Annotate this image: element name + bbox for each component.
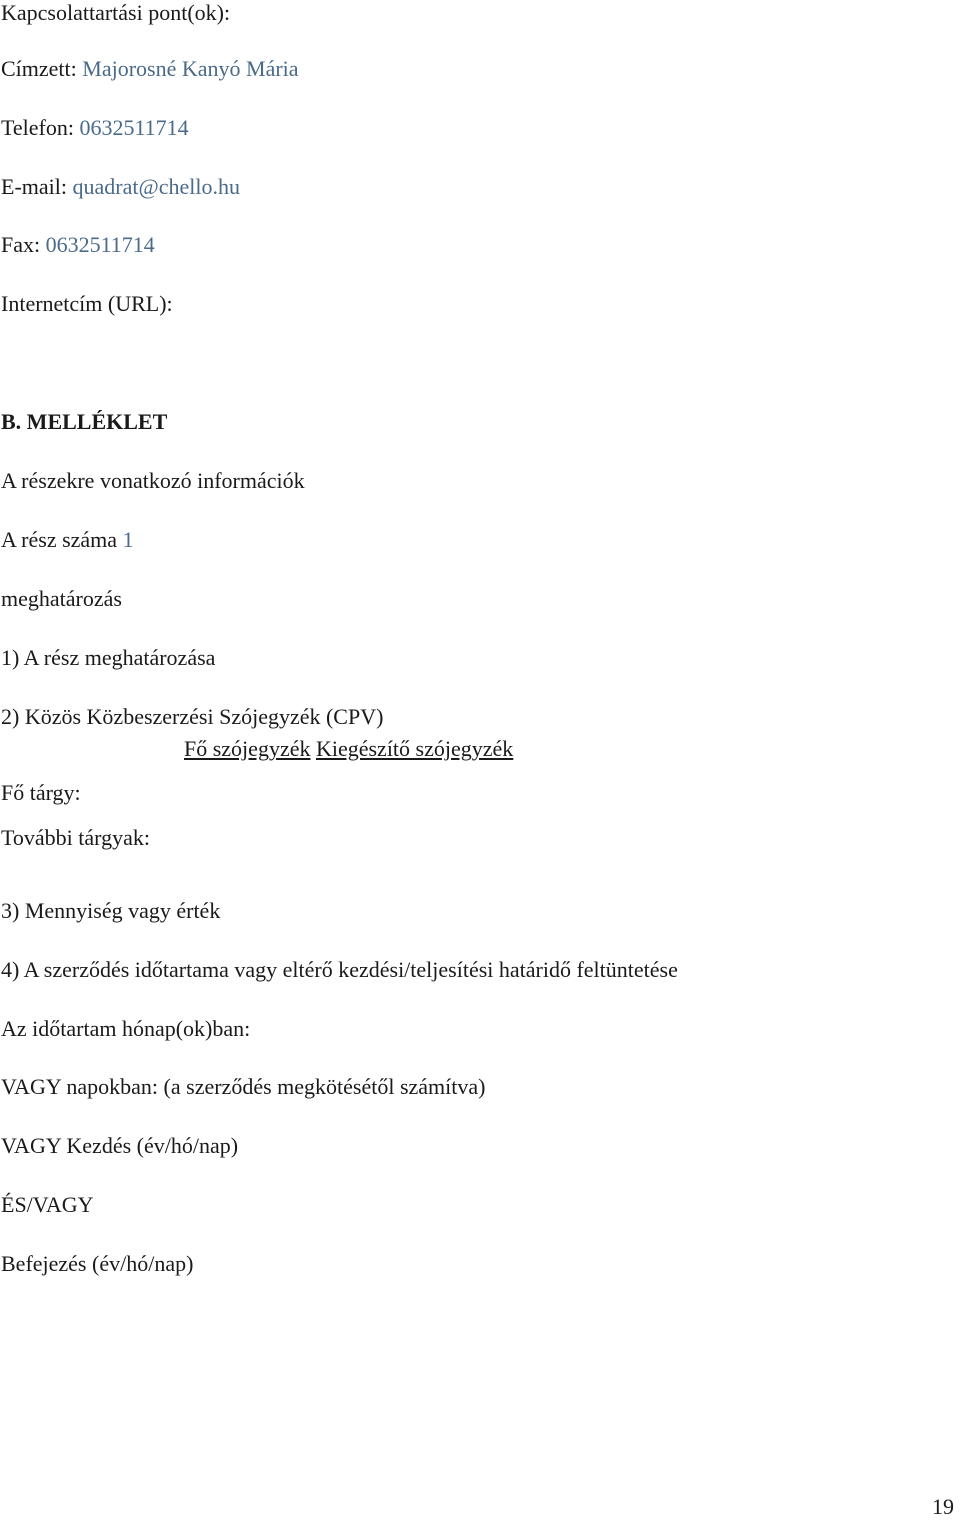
url-label: Internetcím (URL): bbox=[1, 291, 173, 316]
duration-days-label: VAGY napokban: (a szerződés megkötésétől számítva) bbox=[1, 1074, 486, 1099]
recipient-row bbox=[1, 56, 299, 82]
part-number-value: 1 bbox=[122, 527, 134, 552]
url-row bbox=[1, 291, 173, 317]
part-number-label: A rész száma bbox=[1, 527, 118, 552]
item-4: 4) A szerződés időtartama vagy eltérő kezdési/teljesítési határidő feltüntetése bbox=[1, 957, 678, 982]
fax-row bbox=[1, 232, 155, 258]
email-value[interactable]: quadrat@chello.hu bbox=[72, 174, 240, 199]
part-number-row bbox=[1, 527, 134, 553]
item-1: 1) A rész meghatározása bbox=[1, 645, 216, 670]
fax-value: 0632511714 bbox=[45, 232, 155, 257]
phone-label: Telefon: bbox=[1, 115, 74, 140]
definition-label: meghatározás bbox=[1, 586, 122, 611]
fax-label: Fax: bbox=[1, 232, 41, 257]
annex-title: B. MELLÉKLET bbox=[1, 409, 168, 434]
contact-heading: Kapcsolattartási pont(ok): bbox=[1, 0, 231, 25]
main-object-label: Fő tárgy: bbox=[1, 780, 81, 805]
item-3: 3) Mennyiség vagy érték bbox=[1, 898, 221, 923]
and-or-label: ÉS/VAGY bbox=[1, 1192, 94, 1217]
start-date-label: VAGY Kezdés (év/hó/nap) bbox=[1, 1133, 239, 1158]
email-label: E-mail: bbox=[1, 174, 67, 199]
supp-vocab-header: Kiegészítő szójegyzék bbox=[315, 736, 514, 761]
duration-months-label: Az időtartam hónap(ok)ban: bbox=[1, 1016, 251, 1041]
annex-subtitle: A részekre vonatkozó információk bbox=[1, 468, 305, 493]
vocab-headers bbox=[184, 736, 513, 762]
main-vocab-header: Fő szójegyzék bbox=[184, 736, 311, 761]
item-2: 2) Közös Közbeszerzési Szójegyzék (CPV) bbox=[1, 704, 384, 729]
recipient-label: Címzett: bbox=[1, 56, 77, 81]
page-number: 19 bbox=[932, 1494, 954, 1519]
additional-objects-label: További tárgyak: bbox=[1, 825, 150, 850]
end-date-label: Befejezés (év/hó/nap) bbox=[1, 1251, 194, 1276]
phone-value: 0632511714 bbox=[79, 115, 189, 140]
recipient-value: Majorosné Kanyó Mária bbox=[82, 56, 299, 81]
phone-row bbox=[1, 115, 189, 141]
email-row bbox=[1, 174, 240, 200]
